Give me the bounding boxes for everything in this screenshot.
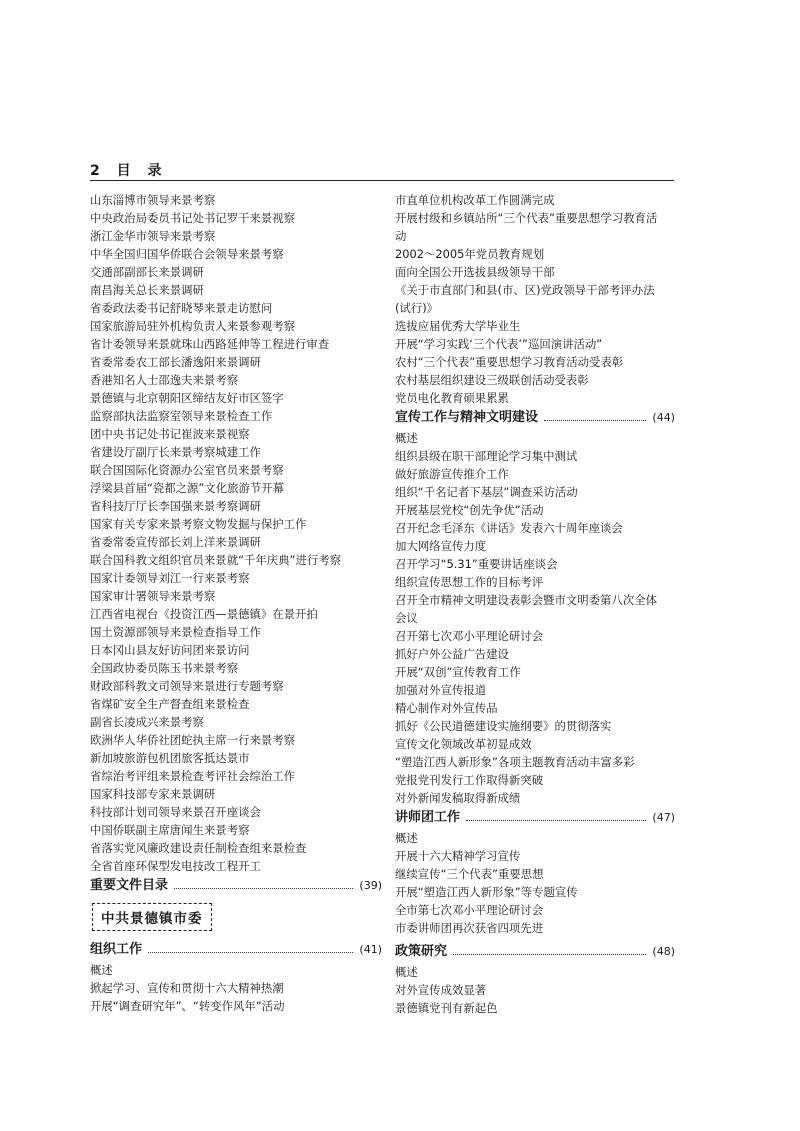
toc-entry[interactable]: 动 [395, 229, 407, 243]
toc-section-important-files[interactable] [90, 876, 382, 896]
left-column [90, 191, 382, 1015]
toc-entry[interactable]: 面向全国公开选拔县级领导干部 [395, 265, 555, 279]
toc-entry[interactable]: 省综治考评组来景检查考评社会综治工作 [90, 769, 296, 783]
toc-entry[interactable]: 抓好《公民道德建设实施纲要》的贯彻落实 [395, 719, 612, 733]
toc-entry[interactable]: “塑造江西人新形象”各项主题教育活动丰富多彩 [395, 755, 635, 769]
toc-section-propaganda[interactable] [395, 408, 675, 428]
toc-entry[interactable]: 召开第七次邓小平理论研讨会 [395, 629, 544, 643]
toc-entry[interactable]: 加强对外宣传报道 [395, 683, 487, 697]
toc-entry[interactable]: 中央政治局委员书记处书记罗干来景视察 [90, 211, 296, 225]
left-top-list [90, 191, 382, 875]
section-page: (48) [652, 945, 675, 958]
section-page: (44) [652, 411, 675, 424]
toc-entry[interactable]: 概述 [90, 963, 113, 977]
toc-entry[interactable]: 市直单位机构改革工作圆满完成 [395, 193, 555, 207]
dot-leader [148, 952, 353, 953]
toc-entry[interactable]: 开展十六大精神学习宣传 [395, 849, 521, 863]
toc-entry[interactable]: 景德镇与北京朝阳区缔结友好市区签字 [90, 391, 284, 405]
toc-entry[interactable]: 加大网络宣传力度 [395, 539, 487, 553]
section-title: 政策研究 [395, 944, 448, 959]
dot-leader [466, 820, 646, 821]
toc-entry[interactable]: 山东淄博市领导来景考察 [90, 193, 216, 207]
toc-entry[interactable]: 开展基层党校“创先争优”活动 [395, 503, 544, 517]
toc-entry[interactable]: 开展“调查研究年”、“转变作风年”活动 [90, 999, 285, 1013]
toc-entry[interactable]: 党报党刊发行工作取得新突破 [395, 773, 544, 787]
toc-entry[interactable]: 香港知名人士邵逸夫来景考察 [90, 373, 239, 387]
toc-entry[interactable]: 概述 [395, 831, 418, 845]
toc-entry[interactable]: 浮梁县首届“瓷都之源”文化旅游节开幕 [90, 481, 285, 495]
toc-entry[interactable]: 省落实党风廉政建设责任制检查组来景检查 [90, 841, 307, 855]
toc-entry[interactable]: 精心制作对外宣传品 [395, 701, 498, 715]
toc-entry[interactable]: 新加坡旅游包机团旅客抵达景市 [90, 751, 250, 765]
toc-entry[interactable]: 2002～2005年党员教育规划 [395, 247, 545, 261]
toc-entry[interactable]: 监察部执法监察室领导来景检查工作 [90, 409, 273, 423]
section-title: 讲师团工作 [395, 810, 461, 825]
toc-entry[interactable]: 省计委领导来景就珠山西路延伸等工程进行审查 [90, 337, 330, 351]
toc-entry[interactable]: 召开全市精神文明建设表彰会暨市文明委第八次全体 [395, 593, 657, 607]
toc-entry[interactable]: 对外新闻发稿取得新成绩 [395, 791, 521, 805]
toc-entry[interactable]: 国家科技部专家来景调研 [90, 787, 216, 801]
toc-entry[interactable]: 联合国科教文组织官员来景就“千年庆典”进行考察 [90, 553, 342, 567]
right-lecturers-list [395, 829, 675, 937]
toc-entry[interactable]: 国家旅游局驻外机构负责人来景参观考察 [90, 319, 296, 333]
header-rule [90, 180, 674, 181]
toc-entry[interactable]: 省委常委宣传部长刘上洋来景调研 [90, 535, 261, 549]
toc-entry[interactable]: 交通部副部长来景调研 [90, 265, 204, 279]
toc-entry[interactable]: 日本冈山县友好访问团来景访问 [90, 643, 250, 657]
toc-entry[interactable]: 宣传文化领域改革初显成效 [395, 737, 532, 751]
toc-entry[interactable]: 省科技厅厅长李国强来景考察调研 [90, 499, 261, 513]
dot-leader [174, 888, 353, 889]
toc-entry[interactable]: 农村“三个代表”重要思想学习教育活动受表彰 [395, 355, 624, 369]
toc-entry[interactable]: 全省首座环保型发电技改工程开工 [90, 859, 261, 873]
toc-entry[interactable]: 召开纪念毛泽东《讲话》发表六十周年座谈会 [395, 521, 623, 535]
toc-entry[interactable]: (试行)》 [395, 301, 439, 315]
dot-leader [453, 954, 646, 955]
toc-entry[interactable]: 省委常委农工部长潘逸阳来景调研 [90, 355, 261, 369]
toc-entry[interactable]: 省建设厅副厅长来景考察城建工作 [90, 445, 261, 459]
toc-entry[interactable]: 江西省电视台《投资江西—景德镇》在景开拍 [90, 607, 318, 621]
toc-entry[interactable]: 科技部计划司领导来景召开座谈会 [90, 805, 261, 819]
dot-leader [544, 420, 646, 421]
toc-entry[interactable]: 党员电化教育硕果累累 [395, 391, 509, 405]
toc-entry[interactable]: 开展村级和乡镇站所“三个代表”重要思想学习教育活 [395, 211, 658, 225]
toc-entry[interactable]: 组织县级在职干部理论学习集中测试 [395, 449, 578, 463]
boxed-heading: 中共景德镇市委 [92, 903, 212, 931]
toc-entry[interactable]: 召开学习“5.31”重要讲话座谈会 [395, 557, 558, 571]
toc-section-lecturers[interactable] [395, 808, 675, 828]
section-title: 组织工作 [90, 942, 143, 957]
toc-entry[interactable]: 中国侨联副主席唐闻生来景考察 [90, 823, 250, 837]
toc-entry[interactable]: 欧洲华人华侨社团蛇执主席一行来景考察 [90, 733, 296, 747]
section-title: 宣传工作与精神文明建设 [395, 410, 539, 425]
toc-entry[interactable]: 中华全国归国华侨联合会领导来景考察 [90, 247, 284, 261]
toc-entry[interactable]: 抓好户外公益广告建设 [395, 647, 509, 661]
toc-entry[interactable]: 景德镇党刊有新起色 [395, 1001, 498, 1015]
page-number: 2 [90, 163, 106, 179]
toc-entry[interactable]: 团中央书记处书记崔波来景视察 [90, 427, 250, 441]
toc-entry[interactable]: 国家审计署领导来景考察 [90, 589, 216, 603]
toc-entry[interactable]: 省委政法委书记舒晓琴来景走访慰问 [90, 301, 273, 315]
toc-entry[interactable]: 组织“千名记者下基层”调查采访活动 [395, 485, 578, 499]
toc-entry[interactable]: 做好旅游宣传推介工作 [395, 467, 509, 481]
section-page: (41) [359, 943, 382, 956]
toc-entry[interactable]: 市委讲师团再次获省四项先进 [395, 921, 544, 935]
toc-entry[interactable]: 省煤矿安全生产督查组来景检查 [90, 697, 250, 711]
toc-entry[interactable]: 副省长凌成兴来景考察 [90, 715, 204, 729]
toc-section-policy[interactable] [395, 942, 675, 962]
right-policy-list [395, 963, 675, 1017]
toc-entry[interactable]: 全国政协委员陈玉书来景考察 [90, 661, 239, 675]
toc-entry[interactable]: 联合国国际化资源办公室官员来景考察 [90, 463, 284, 477]
right-propaganda-list [395, 429, 675, 807]
page-title: 目 录 [116, 163, 168, 179]
toc-entry[interactable]: 对外宣传成效显著 [395, 983, 487, 997]
toc-entry[interactable]: 开展“学习实践‘三个代表’”巡回演讲活动” [395, 337, 603, 351]
page-header [90, 160, 168, 180]
toc-entry[interactable]: 国家计委领导刘江一行来景考察 [90, 571, 250, 585]
toc-entry[interactable]: 概述 [395, 431, 418, 445]
toc-entry[interactable]: 《关于市直部门和县(市、区)党政领导干部考评办法 [395, 283, 655, 297]
toc-section-organization[interactable] [90, 940, 382, 960]
toc-entry[interactable]: 组织宣传思想工作的目标考评 [395, 575, 544, 589]
toc-entry[interactable]: 国家有关专家来景考察文物发掘与保护工作 [90, 517, 307, 531]
left-org-list [90, 961, 382, 1015]
toc-entry[interactable]: 浙江金华市领导来景考察 [90, 229, 216, 243]
right-column [395, 191, 675, 1017]
toc-entry[interactable]: 继续宣传“三个代表”重要思想 [395, 867, 544, 881]
toc-entry[interactable]: 选拔应届优秀大学毕业生 [395, 319, 521, 333]
section-page: (39) [359, 879, 382, 892]
toc-entry[interactable]: 农村基层组织建设三级联创活动受表彰 [395, 373, 589, 387]
toc-entry[interactable]: 国土资源部领导来景检查指导工作 [90, 625, 261, 639]
toc-entry[interactable]: 开展“塑造江西人新形象”等专题宣传 [395, 885, 578, 899]
toc-entry[interactable]: 南昌海关总长来景调研 [90, 283, 204, 297]
toc-entry[interactable]: 掀起学习、宣传和贯彻十六大精神热潮 [90, 981, 284, 995]
section-page: (47) [652, 811, 675, 824]
section-title: 重要文件目录 [90, 878, 169, 893]
toc-entry[interactable]: 概述 [395, 965, 418, 979]
toc-entry[interactable]: 全市第七次邓小平理论研讨会 [395, 903, 544, 917]
toc-entry[interactable]: 财政部科教文司领导来景进行专题考察 [90, 679, 284, 693]
toc-entry[interactable]: 会议 [395, 611, 418, 625]
right-top-list [395, 191, 675, 407]
toc-entry[interactable]: 开展“双创”宣传教育工作 [395, 665, 521, 679]
